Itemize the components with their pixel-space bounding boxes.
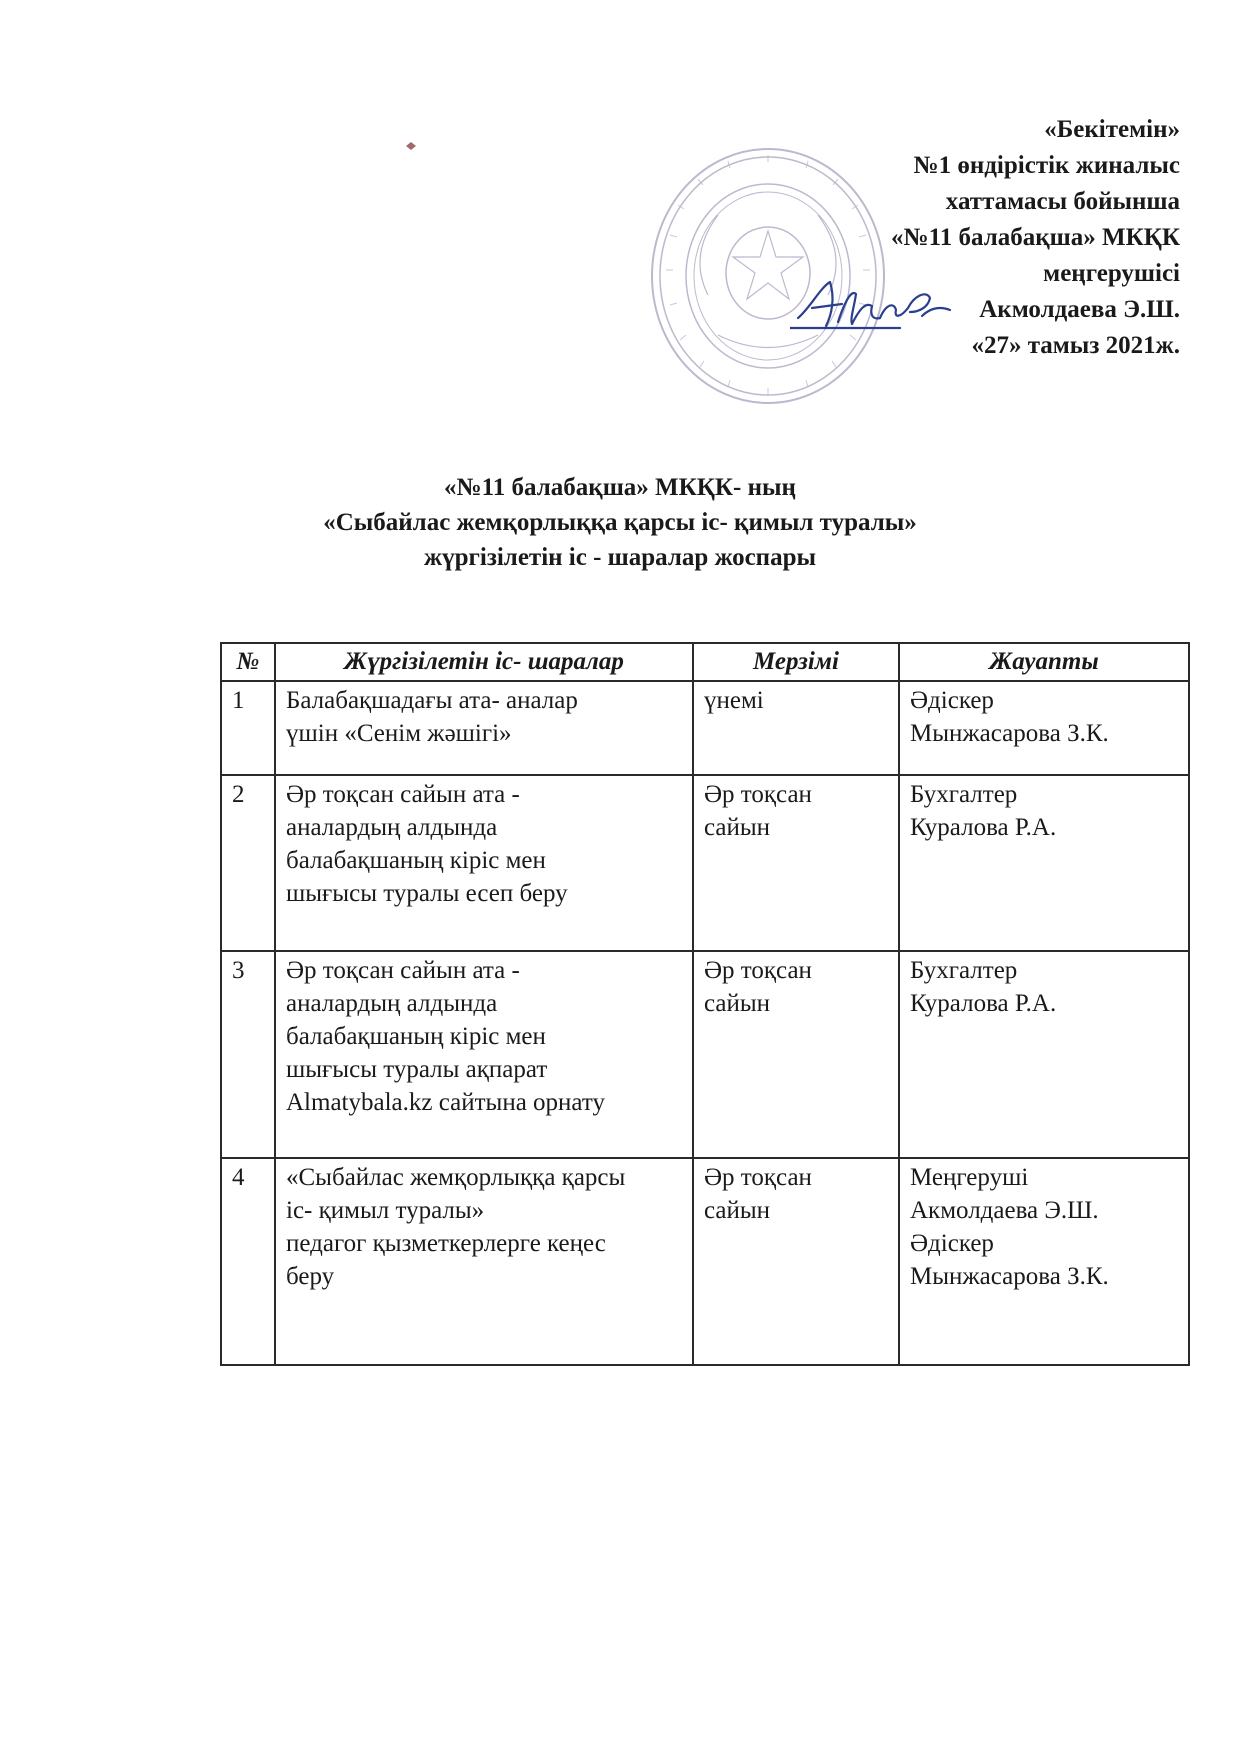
- document-title: [0, 470, 1240, 575]
- title-line-organization: «№11 балабақша» МКҚК- ның: [444, 474, 796, 501]
- approval-line-protocol: хаттамасы бойынша: [945, 188, 1180, 215]
- header-number: №: [221, 643, 275, 681]
- table-row: [221, 1158, 1189, 1365]
- row-responsible: Әдіскер Мынжасарова З.К.: [899, 681, 1189, 775]
- row-responsible: Бухгалтер Куралова Р.А.: [899, 951, 1189, 1158]
- approval-line-approved: «Бекітемін»: [1044, 116, 1180, 143]
- approval-line-meeting: №1 өндірістік жиналыс: [913, 152, 1180, 179]
- row-activity: «Сыбайлас жемқорлыққа қарсы іс- қимыл туралы» педагог қызметкерлерге кеңес беру: [275, 1158, 693, 1365]
- approval-line-date: «27» тамыз 2021ж.: [971, 332, 1180, 359]
- approval-line-position: меңгерушісі: [1043, 260, 1180, 287]
- row-term: үнемі: [693, 681, 899, 775]
- header-term: Мерзімі: [693, 643, 899, 681]
- header-responsible: Жауапты: [899, 643, 1189, 681]
- approval-line-organization: «№11 балабақша» МКҚК: [891, 224, 1180, 251]
- row-activity: Әр тоқсан сайын ата - аналардың алдында балабақшаның кіріс мен шығысы туралы ақпарат Almatybala.kz сайтына орнату: [275, 951, 693, 1158]
- table-row: [221, 775, 1189, 951]
- approval-line-name: Акмолдаева Э.Ш.: [979, 296, 1180, 323]
- stray-mark-icon: [404, 140, 418, 152]
- row-number: 2: [221, 775, 275, 951]
- header-activities: Жүргізілетін іс- шаралар: [275, 643, 693, 681]
- row-term: Әр тоқсан сайын: [693, 775, 899, 951]
- table-row: [221, 681, 1189, 775]
- row-term: Әр тоқсан сайын: [693, 1158, 899, 1365]
- activities-table: [220, 642, 1190, 1366]
- approval-block: [620, 112, 1180, 364]
- row-responsible: Меңгеруші Акмолдаева Э.Ш. Әдіскер Мынжасарова З.К.: [899, 1158, 1189, 1365]
- row-number: 3: [221, 951, 275, 1158]
- row-responsible: Бухгалтер Куралова Р.А.: [899, 775, 1189, 951]
- row-activity: Балабақшадағы ата- аналар үшін «Сенім жәшігі»: [275, 681, 693, 775]
- row-term: Әр тоқсан сайын: [693, 951, 899, 1158]
- row-activity: Әр тоқсан сайын ата - аналардың алдында балабақшаның кіріс мен шығысы туралы есеп беру: [275, 775, 693, 951]
- title-line-subject: «Сыбайлас жемқорлыққа қарсы іс- қимыл туралы»: [323, 509, 917, 536]
- row-number: 4: [221, 1158, 275, 1365]
- row-number: 1: [221, 681, 275, 775]
- table-row: [221, 951, 1189, 1158]
- title-line-plan: жүргізілетін іс - шаралар жоспары: [423, 544, 817, 571]
- table-header-row: [221, 643, 1189, 681]
